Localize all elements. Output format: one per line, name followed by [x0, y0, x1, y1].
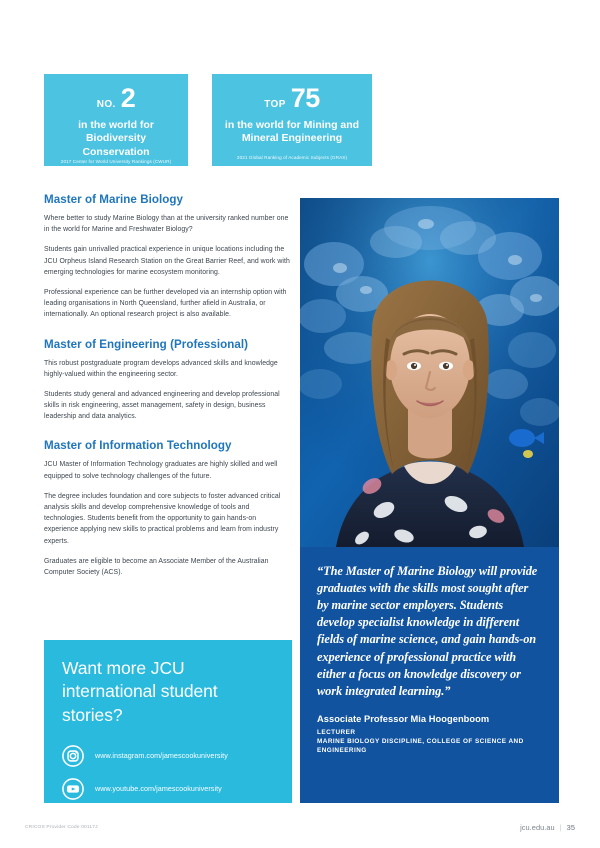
section-paragraph: Where better to study Marine Biology than at the university ranked number one in the world for Marine and Freshwater Biology?	[44, 215, 289, 234]
stat-prefix: TOP	[264, 99, 286, 110]
section-title-marine-biology: Master of Marine Biology	[44, 193, 184, 206]
youtube-url: www.youtube.com/jamescookuniversity	[95, 784, 222, 794]
stat-headline	[97, 85, 136, 112]
section-paragraph: Professional experience can be further developed via an internship option with leading organisations in North Queensland, further afield in Australia, or internationally. An optional research project is also available.	[44, 288, 287, 319]
footer-website: jcu.edu.au	[520, 823, 555, 832]
instagram-icon	[62, 745, 84, 767]
social-cta-heading: Want more JCU international student stories?	[62, 658, 218, 725]
section-title-information-technology: Master of Information Technology	[44, 439, 232, 453]
instagram-url: www.instagram.com/jamescookuniversity	[95, 751, 228, 761]
stat-prefix: NO.	[96, 99, 116, 110]
lecturer-photo	[300, 198, 559, 547]
section-paragraph: Students study general and advanced engineering and develop professional skills in risk engineering, asset management, safety in design, business leadership and data analytics.	[44, 390, 280, 421]
section-paragraph: Students gain unrivalled practical experience in unique locations including the JCU Orpheus Island Research Station on the Great Barrier Reef, and work with emerging technologies for marine ecosystem monitoring.	[44, 246, 290, 276]
section-paragraph: Graduates are eligible to become an Associate Member of the Australian Computer Society (ACS).	[44, 557, 269, 576]
stat-number: 75	[290, 83, 320, 113]
stat-box-biodiversity	[44, 74, 188, 166]
footer-meta	[520, 823, 575, 832]
ranking-stats	[44, 74, 372, 166]
stat-source: 2017 Center for World University Rankings (CWUR)	[60, 159, 172, 165]
stat-headline	[264, 85, 320, 112]
section-title-engineering: Master of Engineering (Professional)	[44, 337, 249, 351]
stat-source: 2021 Global Ranking of Academic Subjects (GRAS)	[236, 154, 348, 160]
stat-description: in the world for Biodiversity Conservation	[78, 119, 154, 158]
quote-text: “The Master of Marine Biology will provide graduates with the skills most sought after by marine sector employers. Students develop specialist knowledge in different fields of marine science, and gain hands-on experience of professional practice with either a focus on knowledge discovery or work integrated learning.”	[317, 564, 538, 698]
stat-description: in the world for Mining and Mineral Engineering	[224, 119, 360, 145]
footer-page-number: 35	[566, 823, 575, 832]
footer-separator: |	[559, 823, 562, 832]
section-paragraph: JCU Master of Information Technology graduates are highly skilled and well equipped to solve technology challenges of the future.	[44, 461, 278, 480]
footer-cricos-code: CRICOS Provider Code 00117J	[25, 825, 98, 830]
stat-number: 2	[120, 83, 136, 113]
quote-author-role: LECTURER	[317, 728, 356, 736]
social-cta-box	[44, 640, 292, 803]
quote-author-name: Associate Professor Mia Hoogenboom	[317, 713, 490, 724]
section-paragraph: This robust postgraduate program develops advanced skills and knowledge highly-valued within the engineering sector.	[44, 359, 278, 378]
quote-author-department: MARINE BIOLOGY DISCIPLINE, COLLEGE OF SCIENCE AND ENGINEERING	[317, 737, 524, 754]
testimonial-quote-box	[300, 547, 559, 803]
course-descriptions	[44, 193, 292, 578]
youtube-icon	[62, 778, 84, 800]
social-link-youtube[interactable]	[62, 778, 274, 800]
stat-box-mining	[212, 74, 372, 166]
social-link-instagram[interactable]	[62, 745, 274, 767]
section-paragraph: The degree includes foundation and core subjects to foster advanced critical analysis skills and develop comprehensive knowledge of tools and technologies. Students benefit from the opportunity to gain hands-on experience applying new skills to practical problems and learn from industry experts.	[44, 492, 281, 545]
